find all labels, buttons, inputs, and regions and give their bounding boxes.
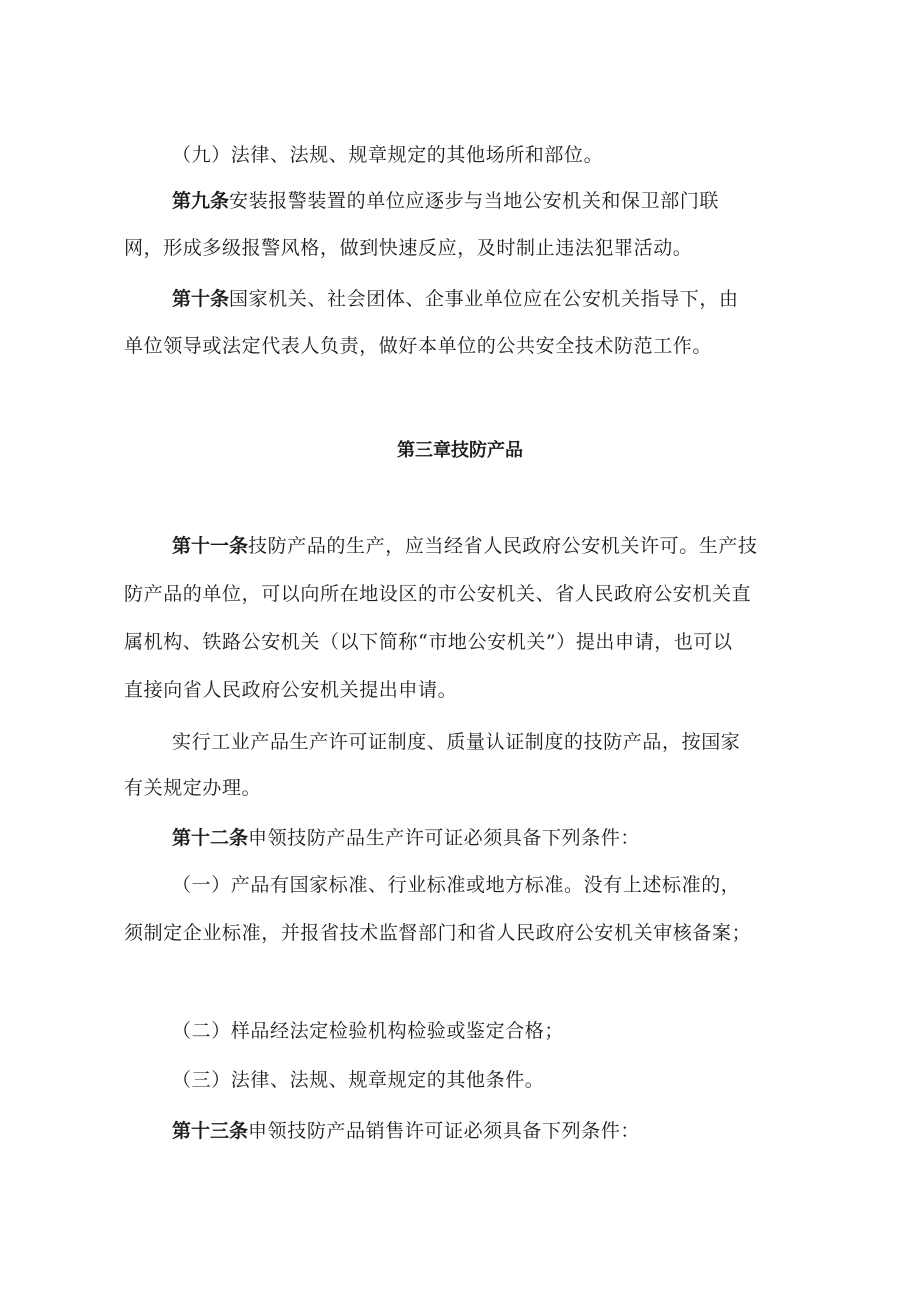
article-text: 防产品的单位，可以向所在地设区的市公安机关、省人民政府公安机关直	[124, 583, 752, 605]
paragraph-item-2	[172, 1019, 564, 1043]
article-12	[172, 826, 640, 850]
article-text: 网，形成多级报警风格，做到快速反应，及时制止违法犯罪活动。	[124, 237, 693, 259]
paragraph-text: （二）样品经法定检验机构检验或鉴定合格；	[172, 1020, 565, 1042]
article-text: 安装报警装置的单位应逐步与当地公安机关和保卫部门联	[229, 190, 720, 212]
paragraph-item-3	[172, 1068, 544, 1092]
article-number: 第九条	[172, 190, 230, 212]
article-text: 单位领导或法定代表人负责，做好本单位的公共安全技术防范工作。	[124, 335, 713, 357]
paragraph	[172, 730, 740, 754]
article-number: 第十二条	[172, 827, 249, 849]
paragraph-text: 须制定企业标准，并报省技术监督部门和省人民政府公安机关审核备案；	[124, 922, 752, 944]
article-number: 第十三条	[172, 1120, 249, 1142]
paragraph-text: （一）产品有国家标准、行业标准或地方标准。没有上述标准的，	[172, 874, 741, 896]
article-text: 国家机关、社会团体、企事业单位应在公安机关指导下，由	[229, 288, 739, 310]
article-9-continuation	[124, 236, 692, 260]
article-11-continuation	[124, 630, 733, 654]
article-13	[172, 1119, 640, 1143]
paragraph-item-9	[172, 143, 603, 167]
paragraph-item-1-continuation	[124, 921, 751, 945]
article-10-continuation	[124, 334, 712, 358]
paragraph-item-1	[172, 873, 740, 897]
paragraph-text: 实行工业产品生产许可证制度、质量认证制度的技防产品，按国家	[172, 731, 741, 753]
article-11-continuation	[124, 678, 457, 702]
paragraph-text: 有关规定办理。	[124, 777, 262, 799]
chapter-title: 第三章技防产品	[397, 440, 523, 461]
article-text: 属机构、铁路公安机关（以下简称“市地公安机关”）提出申请，也可以	[124, 631, 733, 653]
article-11-continuation	[124, 582, 751, 606]
article-10	[172, 287, 739, 311]
article-text: 技防产品的生产，应当经省人民政府公安机关许可。生产技	[248, 535, 758, 557]
article-text: 申领技防产品生产许可证必须具备下列条件：	[248, 827, 641, 849]
article-text: 申领技防产品销售许可证必须具备下列条件：	[248, 1120, 641, 1142]
article-9	[172, 189, 719, 213]
article-number: 第十条	[172, 288, 230, 310]
article-11	[172, 534, 758, 558]
paragraph-continuation	[124, 776, 261, 800]
article-number: 第十一条	[172, 535, 249, 557]
paragraph-text: （三）法律、法规、规章规定的其他条件。	[172, 1069, 545, 1091]
paragraph-text: （九）法律、法规、规章规定的其他场所和部位。	[172, 144, 604, 166]
article-text: 直接向省人民政府公安机关提出申请。	[124, 679, 458, 701]
